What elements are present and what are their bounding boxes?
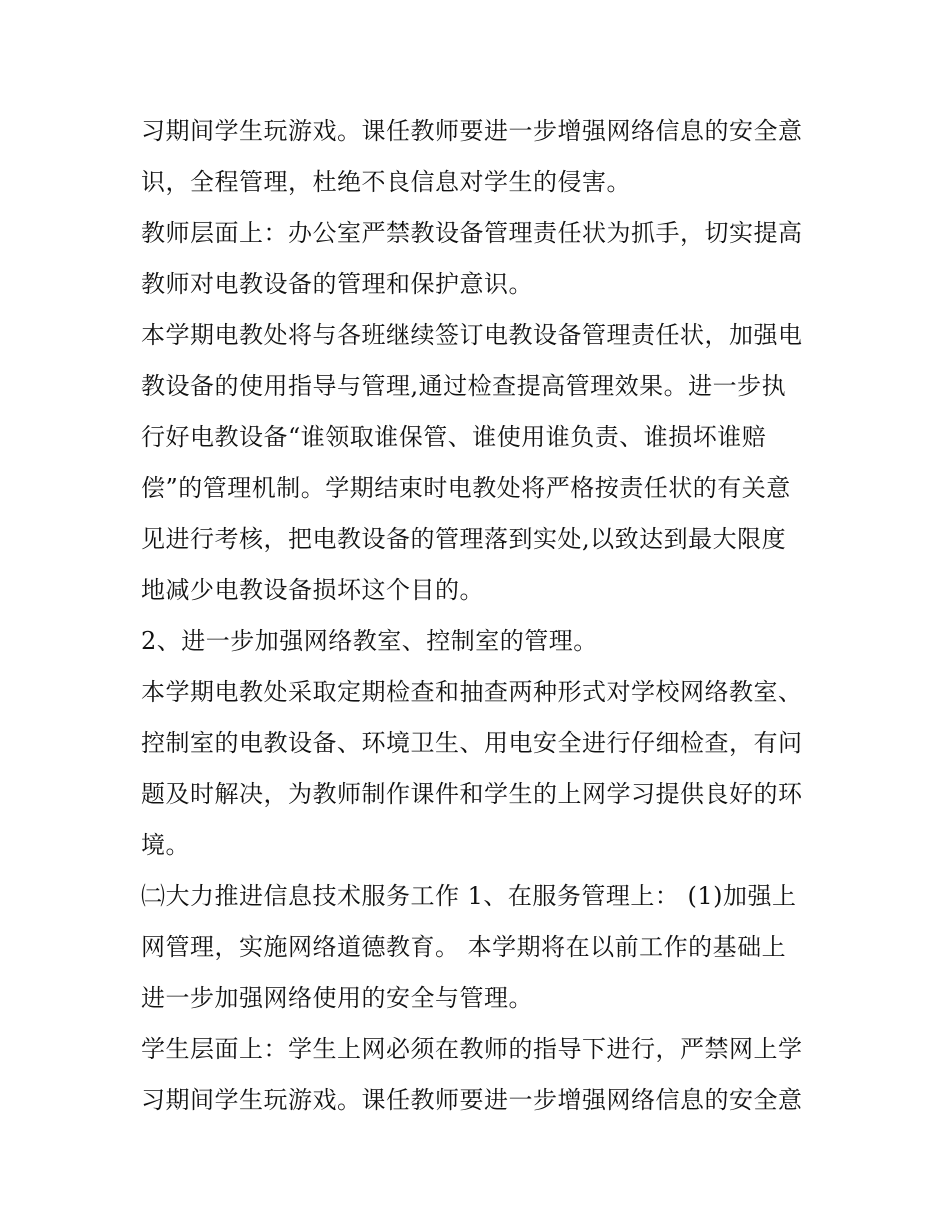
section-heading: 2、进一步加强网络教室、控制室的管理。 [141, 627, 598, 655]
text-line: 习期间学生玩游戏。课任教师要进一步增强网络信息的安全意 [141, 117, 803, 145]
text-line: 境。 [141, 831, 190, 859]
text-line: 教设备的使用指导与管理,通过检查提高管理效果。进一步执 [141, 372, 787, 400]
text-line: 控制室的电教设备、环境卫生、用电安全进行仔细检查，有问 [141, 729, 803, 757]
text-line: 教师层面上：办公室严禁教设备管理责任状为抓手，切实提高 [141, 219, 803, 247]
text-line: 行好电教设备“谁领取谁保管、谁使用谁负责、谁损坏谁赔 [141, 423, 767, 451]
text-line: 题及时解决，为教师制作课件和学生的上网学习提供良好的环 [141, 780, 803, 808]
text-line: 本学期电教处将与各班继续签订电教设备管理责任状，加强电 [141, 321, 803, 349]
text-line: 偿”的管理机制。学期结束时电教处将严格按责任状的有关意 [141, 474, 791, 502]
body-text [141, 106, 821, 1126]
section-heading: ㈡大力推进信息技术服务工作 1、在服务管理上： (1)加强上 [141, 882, 797, 910]
text-line: 习期间学生玩游戏。课任教师要进一步增强网络信息的安全意 [141, 1086, 803, 1114]
text-line: 学生层面上：学生上网必须在教师的指导下进行，严禁网上学 [141, 1035, 803, 1063]
text-line: 见进行考核，把电教设备的管理落到实处,以致达到最大限度 [141, 525, 787, 553]
text-line: 识，全程管理，杜绝不良信息对学生的侵害。 [141, 168, 631, 196]
text-line: 教师对电教设备的管理和保护意识。 [141, 270, 533, 298]
text-line: 进一步加强网络使用的安全与管理。 [141, 984, 533, 1012]
text-line: 网管理，实施网络道德教育。 本学期将在以前工作的基础上 [141, 933, 787, 961]
text-line: 地减少电教设备损坏这个目的。 [141, 576, 484, 604]
text-line: 本学期电教处采取定期检查和抽查两种形式对学校网络教室、 [141, 678, 803, 706]
